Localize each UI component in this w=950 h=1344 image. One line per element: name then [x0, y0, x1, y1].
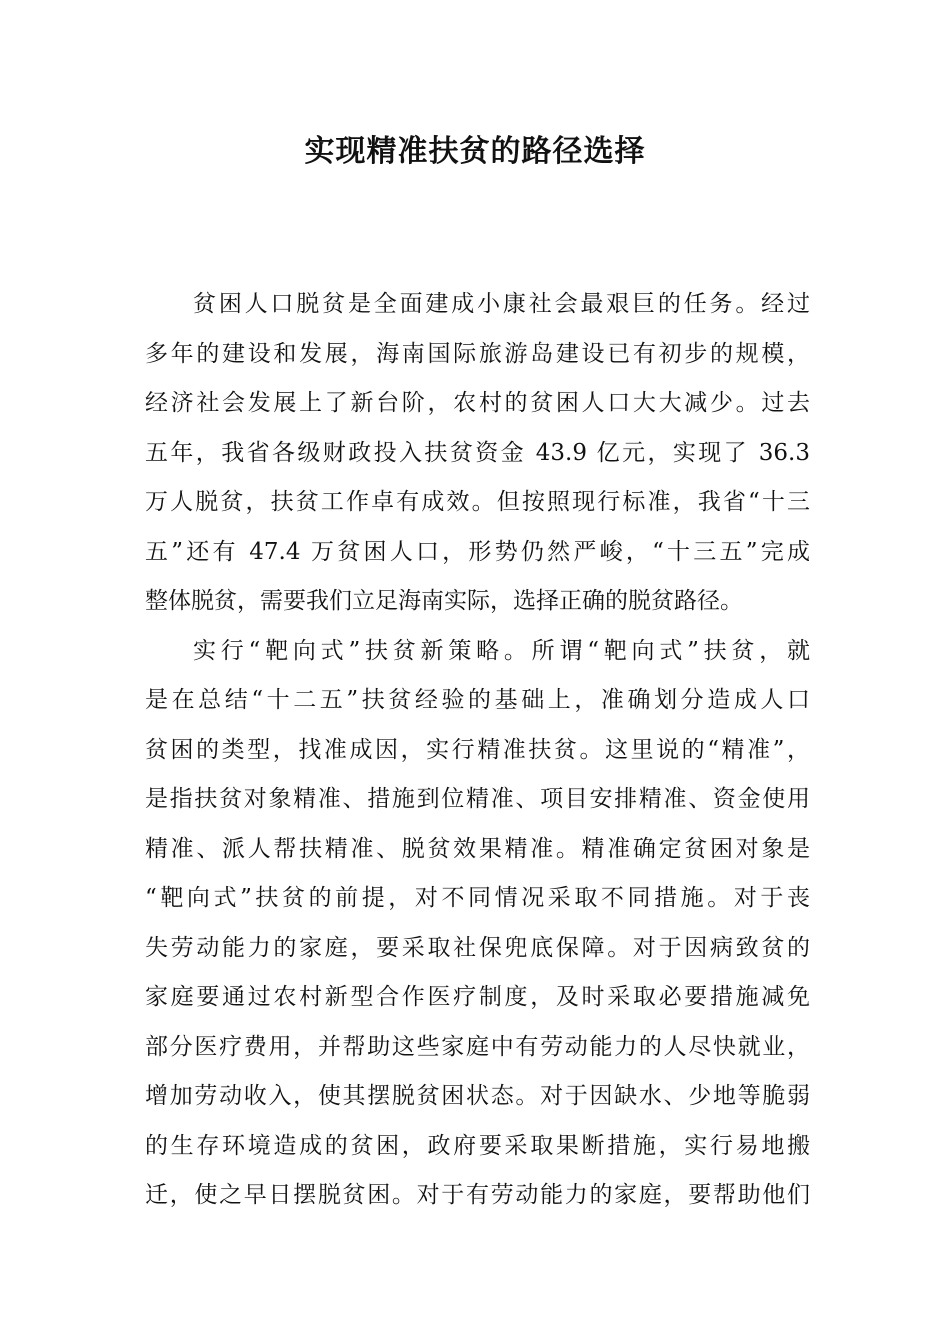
body-line: 部分医疗费用，并帮助这些家庭中有劳动能力的人尽快就业，	[145, 1033, 810, 1060]
body-line: 贫困的类型，找准成因，实行精准扶贫。这里说的“精准”，	[145, 736, 810, 763]
body-line: 是指扶贫对象精准、措施到位精准、项目安排精准、资金使用	[145, 786, 810, 812]
document-title: 实现精准扶贫的路径选择	[304, 134, 646, 169]
body-line: 贫困人口脱贫是全面建成小康社会最艰巨的任务。经过	[193, 291, 810, 317]
body-line: 多年的建设和发展，海南国际旅游岛建设已有初步的规模，	[145, 340, 810, 367]
body-line: 五年，我省各级财政投入扶贫资金 43.9 亿元，实现了 36.3	[145, 439, 810, 466]
body-line: 增加劳动收入，使其摆脱贫困状态。对于因缺水、少地等脆弱	[145, 1083, 810, 1109]
body-line: 是在总结“十二五”扶贫经验的基础上，准确划分造成人口	[145, 687, 810, 713]
body-line: 经济社会发展上了新台阶，农村的贫困人口大大减少。过去	[145, 390, 810, 416]
body-line: 整体脱贫，需要我们立足海南实际，选择正确的脱贫路径。	[145, 588, 743, 614]
body-line: 万人脱贫，扶贫工作卓有成效。但按照现行标准，我省“十三	[145, 489, 810, 515]
body-line: 五”还有 47.4 万贫困人口，形势仍然严峻，“十三五”完成	[145, 538, 810, 565]
body-line: 实行“靶向式”扶贫新策略。所谓“靶向式”扶贫，就	[193, 637, 810, 664]
body-line: 迁，使之早日摆脱贫困。对于有劳动能力的家庭，要帮助他们	[145, 1182, 810, 1208]
body-line: 的生存环境造成的贫困，政府要采取果断措施，实行易地搬	[145, 1132, 810, 1159]
body-line: 家庭要通过农村新型合作医疗制度，及时采取必要措施减免	[145, 984, 810, 1010]
body-line: 精准、派人帮扶精准、脱贫效果精准。精准确定贫困对象是	[145, 835, 810, 862]
body-line: “靶向式”扶贫的前提，对不同情况采取不同措施。对于丧	[145, 885, 810, 911]
body-line: 失劳动能力的家庭，要采取社保兜底保障。对于因病致贫的	[145, 934, 810, 961]
document-body	[145, 280, 810, 1221]
